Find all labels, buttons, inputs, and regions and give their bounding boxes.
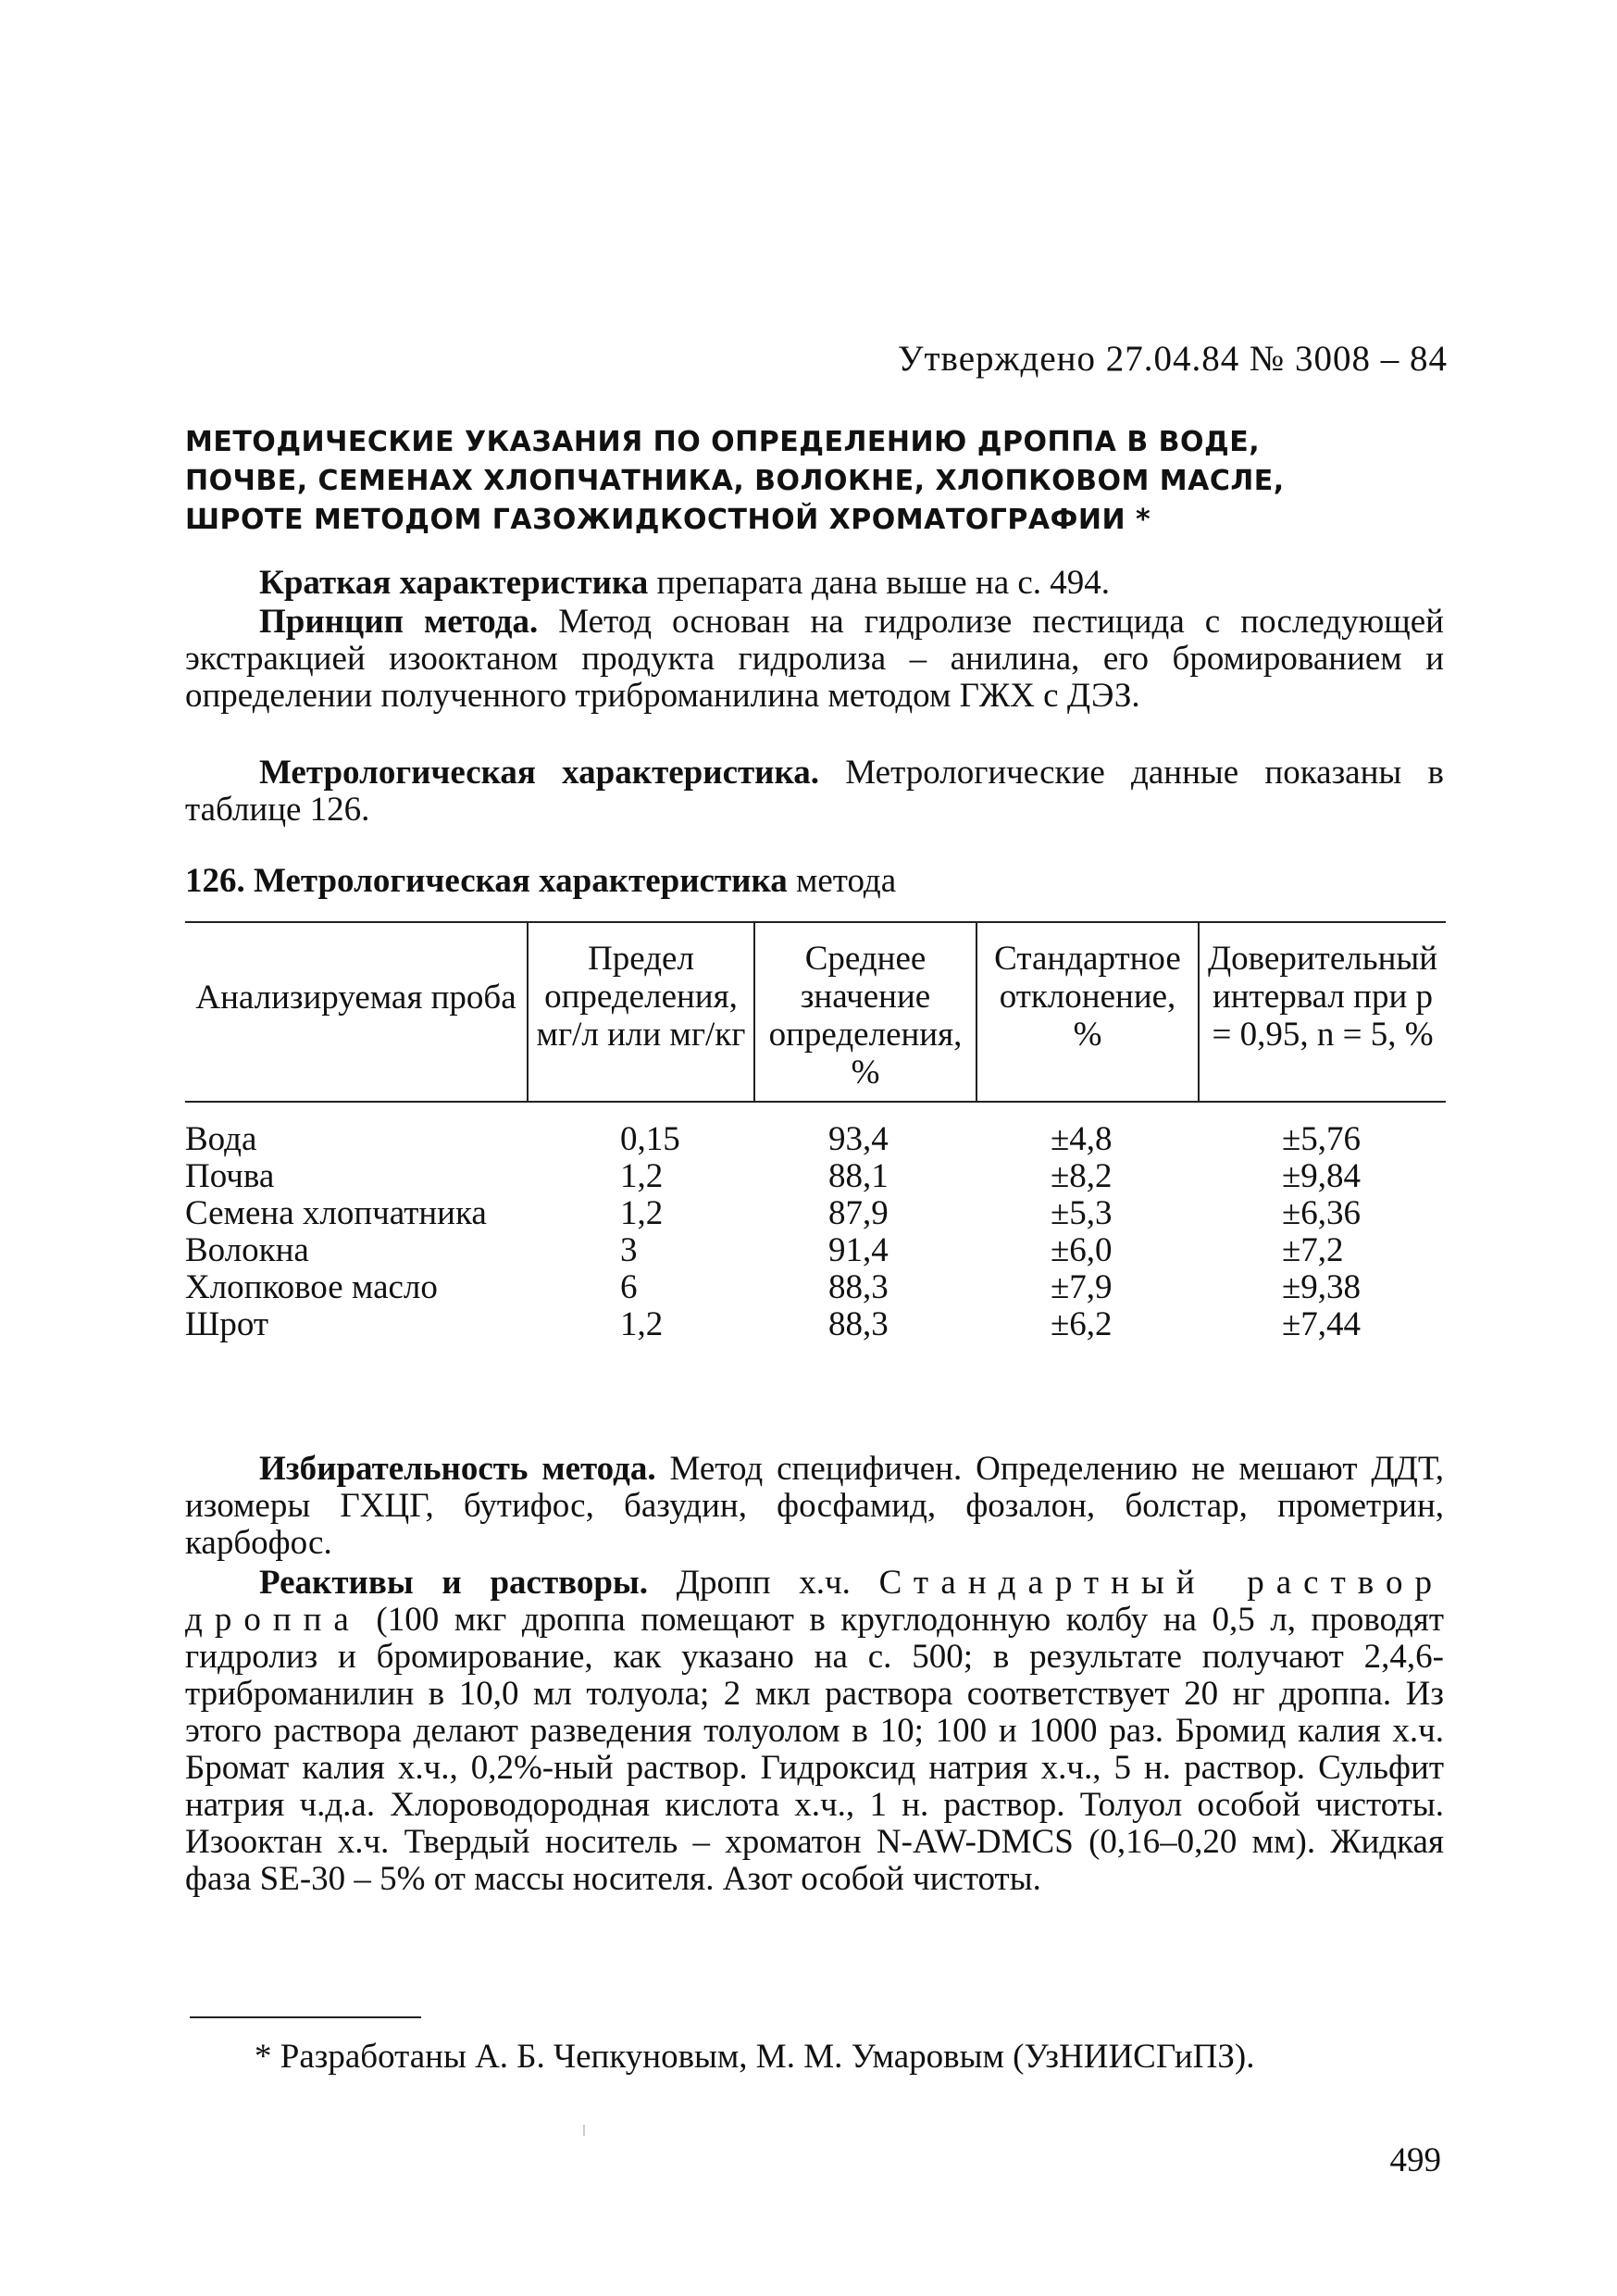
principle-paragraph — [185, 604, 1444, 715]
cell-mean: 91,4 — [828, 1231, 889, 1269]
page-number: 499 — [1389, 2141, 1441, 2179]
cell-sample: Вода — [185, 1120, 257, 1158]
cell-limit: 1,2 — [620, 1157, 664, 1195]
footnote-divider — [190, 2016, 421, 2018]
table-caption — [185, 861, 1444, 901]
cell-limit: 0,15 — [620, 1120, 680, 1158]
footnote: * Разработаны А. Б. Чепкуновым, М. М. Умаровым (УзНИИСГиПЗ). — [255, 2038, 1255, 2076]
cell-stdev: ±6,0 — [1051, 1231, 1113, 1269]
header-mean: Среднее значение определения, % — [754, 922, 976, 1102]
table-header-row — [185, 922, 1446, 1102]
metrology-table — [185, 921, 1446, 1343]
brief-lead: Краткая характеристика — [259, 564, 649, 602]
cell-limit: 1,2 — [620, 1194, 664, 1232]
table-caption-lead: 126. Метрологическая характеристика — [185, 862, 788, 900]
cell-stdev: ±5,3 — [1051, 1194, 1113, 1232]
cell-confidence: ±7,2 — [1282, 1231, 1344, 1269]
reagents-text-2: (100 мкг дроппа помещают в круглодонную колбу на 0,5 л, проводят гидролиз и бромирование, как указано на с. 500; в результате получают 2,4,6-триброманилин в 10,0 мл толуола; 2 мкл раствора соответствует 20 нг дроппа. Из этого раствора делают разведения толуолом в 10; 100 и 1000 раз. Бромид калия х.ч. Бромат калия х.ч., 0,2%-ный раствор. Гидроксид натрия х.ч., 5 н. раствор. Сульфит натрия ч.д.а. Хлороводородная кислота х.ч., 1 н. раствор. Толуол особой чистоты. Изооктан х.ч. Твердый носитель – хроматон N-AW-DMCS (0,16–0,20 мм). Жидкая фаза SE-30 – 5% от массы носителя. Азот особой чистоты. — [185, 1601, 1444, 1898]
table-row — [185, 1158, 1446, 1195]
cell-mean: 88,3 — [828, 1305, 889, 1343]
title-line-2: ПОЧВЕ, СЕМЕНАХ ХЛОПЧАТНИКА, ВОЛОКНЕ, ХЛОПКОВОМ МАСЛЕ, — [185, 465, 1285, 497]
cell-confidence: ±9,38 — [1282, 1268, 1362, 1306]
document-title — [185, 423, 1462, 540]
brief-text: препарата дана выше на с. 494. — [648, 564, 1111, 602]
cell-sample: Шрот — [185, 1305, 269, 1343]
title-line-3: ШРОТЕ МЕТОДОМ ГАЗОЖИДКОСТНОЙ ХРОМАТОГРАФИИ * — [185, 504, 1151, 536]
cell-stdev: ±6,2 — [1051, 1305, 1113, 1343]
reagents-text-1: Дропп х.ч. — [648, 1564, 879, 1602]
metrology-lead: Метрологическая характеристика. — [259, 754, 819, 792]
reagents-paragraph — [185, 1565, 1444, 1898]
cell-limit: 3 — [620, 1231, 638, 1269]
selectivity-paragraph — [185, 1451, 1444, 1562]
cell-stdev: ±4,8 — [1051, 1120, 1113, 1158]
header-sample: Анализируемая проба — [185, 922, 528, 1102]
scan-mark — [583, 2125, 585, 2136]
metrology-paragraph — [185, 755, 1444, 829]
table-row — [185, 1195, 1446, 1232]
table-row — [185, 1269, 1446, 1306]
cell-mean: 87,9 — [828, 1194, 889, 1232]
principle-text: Метод основан на гидролизе пестицида с последующей экстракцией изооктаном продукта гидролиза – анилина, его бромированием и определении полученного триброманилина методом ГЖХ с ДЭЗ. — [185, 603, 1444, 715]
cell-mean: 88,3 — [828, 1268, 889, 1306]
title-line-1: МЕТОДИЧЕСКИЕ УКАЗАНИЯ ПО ОПРЕДЕЛЕНИЮ ДРОППА В ВОДЕ, — [185, 426, 1261, 458]
selectivity-text: Метод специфичен. Определению не мешают ДДТ, изомеры ГХЦГ, бутифос, базудин, фосфамид, фозалон, болстар, прометрин, карбофос. — [185, 1450, 1445, 1562]
selectivity-lead: Избирательность метода. — [259, 1450, 656, 1488]
metrology-text: Метрологические данные показаны в таблице 126. — [185, 754, 1445, 829]
cell-sample: Волокна — [185, 1231, 309, 1269]
cell-mean: 93,4 — [828, 1120, 889, 1158]
header-stdev: Стандартное отклонение, % — [976, 922, 1199, 1102]
cell-limit: 6 — [620, 1268, 638, 1306]
cell-confidence: ±7,44 — [1282, 1305, 1362, 1343]
table-row — [185, 1232, 1446, 1269]
cell-limit: 1,2 — [620, 1305, 664, 1343]
table-row — [185, 1102, 1446, 1158]
cell-sample: Почва — [185, 1157, 275, 1195]
cell-sample: Семена хлопчатника — [185, 1194, 487, 1232]
cell-confidence: ±5,76 — [1282, 1120, 1362, 1158]
reagents-spaced-term: Стандартный раствор дроппа — [185, 1564, 1444, 1639]
reagents-lead: Реактивы и растворы. — [259, 1564, 649, 1602]
cell-sample: Хлопковое масло — [185, 1268, 438, 1306]
cell-stdev: ±8,2 — [1051, 1157, 1113, 1195]
cell-stdev: ±7,9 — [1051, 1268, 1113, 1306]
header-limit: Предел определения, мг/л или мг/кг — [528, 922, 754, 1102]
brief-paragraph — [185, 565, 1444, 602]
cell-confidence: ±9,84 — [1282, 1157, 1362, 1195]
approval-line: Утверждено 27.04.84 № 3008 – 84 — [897, 339, 1448, 379]
cell-confidence: ±6,36 — [1282, 1194, 1362, 1232]
cell-mean: 88,1 — [828, 1157, 889, 1195]
header-confidence: Доверительный интервал при p = 0,95, n = 5, % — [1199, 922, 1446, 1102]
table-caption-text: метода — [787, 862, 897, 900]
table-row — [185, 1306, 1446, 1343]
principle-lead: Принцип метода. — [259, 603, 539, 641]
